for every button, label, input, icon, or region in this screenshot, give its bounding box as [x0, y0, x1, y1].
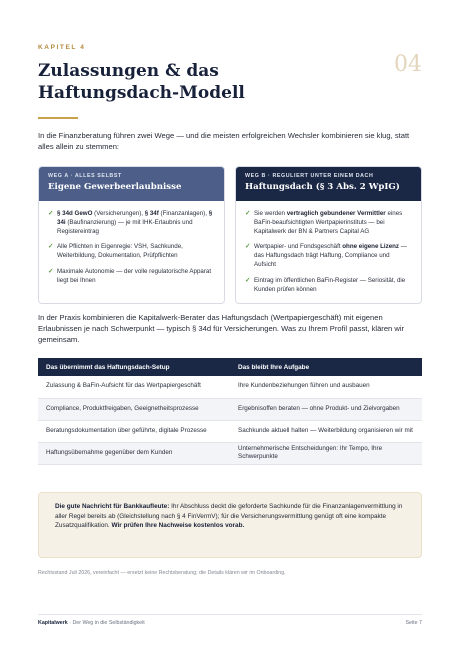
list-item: [48, 210, 215, 236]
intro-paragraph: In die Finanzberatung führen zwei Wege — und die meisten erfolgreichen Wechsler kombinieren sie klug, statt alles allein zu stemmen:: [38, 131, 410, 151]
check-icon: ✓: [245, 276, 251, 284]
list-item: [245, 210, 412, 236]
table-row: [38, 420, 422, 442]
table-cell: Haftungsübernahme gegenüber dem Kunden: [38, 442, 230, 465]
page-title-line1: Zulassungen & das: [38, 61, 219, 81]
card-b-header: [236, 167, 421, 201]
check-icon: ✓: [48, 210, 54, 217]
card-a-body: [39, 201, 224, 286]
table-header-own: Das bleibt Ihre Aufgabe: [230, 358, 422, 376]
card-b-item-1: Sie werden vertraglich gebundener Vermittler eines BaFin-beaufsichtigten Wertpapierinstituts — bei Kapitalwerk der BN & Partners Capital AG: [254, 210, 403, 235]
title-divider: [38, 117, 78, 119]
card-path-b: [235, 166, 422, 304]
check-icon: ✓: [48, 243, 54, 251]
card-path-a: [38, 166, 225, 304]
footer-title: [38, 620, 145, 626]
list-item: [48, 243, 215, 261]
footer-brand: Kapitalwerk: [38, 620, 68, 626]
table-header-dach: Das übernimmt das Haftungsdach-Setup: [38, 358, 230, 376]
card-a-header: [39, 167, 224, 201]
check-icon: ✓: [48, 267, 54, 275]
callout-lead: Die gute Nachricht für Bankkaufleute:: [55, 503, 170, 510]
chapter-number: 04: [394, 52, 422, 77]
path-cards: [38, 166, 422, 304]
card-b-body: [236, 201, 421, 294]
footer-subtitle: · Der Weg in die Selbständigkeit: [67, 620, 145, 626]
card-b-item-2: Wertpapier- und Fondsgeschäft ohne eigene Lizenz — das Haftungsdach trägt Haftung, Compliance und Aufsicht: [254, 243, 407, 268]
table-header-row: [38, 358, 422, 376]
table-cell: Compliance, Produktfreigaben, Geeignetheitsprozesse: [38, 398, 230, 420]
check-icon: ✓: [245, 243, 251, 251]
footer-divider: [38, 614, 422, 615]
card-a-item-1: § 34d GewO (Versicherungen), § 34f (Finanzanlagen), § 34i (Baufinanzierung) — je mit IHK-Erlaubnis und Registereintrag: [57, 210, 213, 235]
responsibility-table: [38, 358, 422, 465]
legal-note: Rechtsstand Juli 2026, vereinfacht — ersetzt keine Rechtsberatung; die Details klären wir im Onboarding.: [38, 570, 286, 576]
practice-paragraph: In der Praxis kombinieren die Kapitalwerk-Berater das Haftungsdach (Wertpapiergeschäft) mit eigenen Erlaubnissen je nach Schwerpunkt — typisch § 34d für Versicherungen. Was zu Ihrem Profil passt, klären wir gemeinsam.: [38, 313, 405, 344]
card-a-title: Eigene Gewerbeerlaubnisse: [48, 182, 182, 192]
card-b-item-3: Eintrag im öffentlichen BaFin-Register — Seriosität, die Kunden prüfen können: [254, 276, 406, 293]
table-row: [38, 442, 422, 465]
table-cell: Zulassung & BaFin-Aufsicht für das Wertpapiergeschäft: [38, 376, 230, 398]
table-cell: Ihre Kundenbeziehungen führen und ausbauen: [230, 376, 422, 398]
table-row: [38, 376, 422, 398]
card-a-item-3: Maximale Autonomie — der volle regulatorische Apparat liegt bei Ihnen: [57, 267, 212, 284]
chapter-kicker: KAPITEL 4: [38, 44, 86, 51]
card-a-kicker: WEG A · ALLES SELBST: [48, 173, 122, 179]
list-item: [48, 268, 215, 286]
list-item: [245, 277, 412, 295]
callout-tail: Wir prüfen Ihre Nachweise kostenlos vorab.: [111, 522, 245, 530]
card-b-title: Haftungsdach (§ 3 Abs. 2 WpIG): [245, 182, 400, 192]
list-item: [245, 243, 412, 269]
page-title: [38, 60, 338, 104]
table-cell: Unternehmerische Entscheidungen: Ihr Tempo, Ihre Schwerpunkte: [230, 442, 422, 465]
table-cell: Ergebnisoffen beraten — ohne Produkt- und Zielvorgaben: [230, 398, 422, 420]
table-cell: Beratungsdokumentation über geführte, digitale Prozesse: [38, 420, 230, 442]
page-number: Seite 7: [405, 620, 422, 626]
card-a-item-2: Alle Pflichten in Eigenregie: VSH, Sachkunde, Weiterbildung, Dokumentation, Prüfpflichten: [57, 243, 183, 260]
callout-text: Ihr Abschluss deckt die geforderte Sachkunde für die Finanzanlagenvermittlung in aller Regel bereits ab (Gleichstellung nach § 4 FinVermV); für die Versicherungsvermittlung genügt oft eine kompakte Zusatzqualifikation.: [55, 503, 403, 530]
table-row: [38, 398, 422, 420]
page-title-line2: Haftungsdach-Modell: [38, 83, 245, 103]
check-icon: ✓: [245, 210, 251, 217]
callout-box: [38, 492, 422, 558]
card-b-kicker: WEG B · REGULIERT UNTER EINEM DACH: [245, 173, 374, 179]
table-cell: Sachkunde aktuell halten — Weiterbildung organisieren wir mit: [230, 420, 422, 442]
